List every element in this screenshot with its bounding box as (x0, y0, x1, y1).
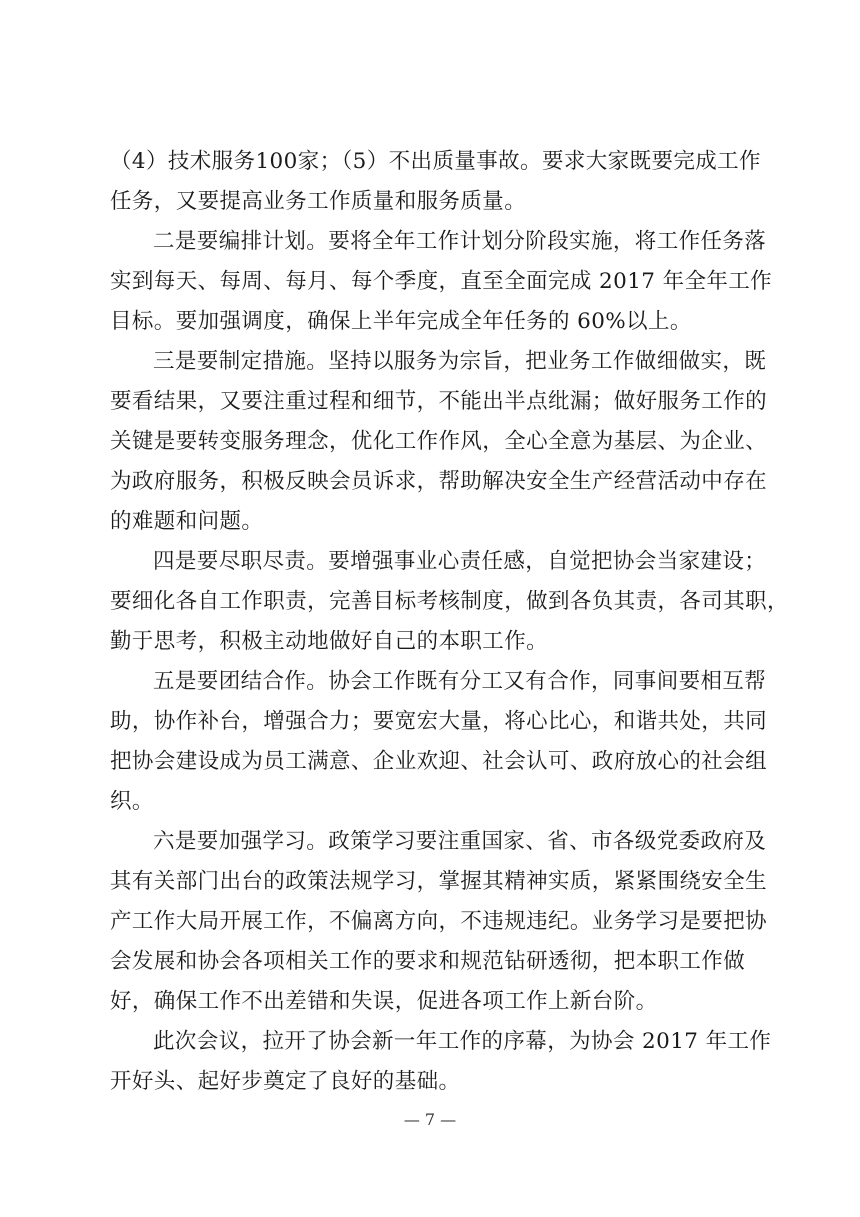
page-number: — 7 — (403, 1110, 457, 1129)
text-line: 勤于思考，积极主动地做好自己的本职工作。 (110, 629, 549, 654)
text-line: 要细化各自工作职责，完善目标考核制度，做到各负其责，各司其职， (110, 589, 789, 614)
text-line: 把协会建设成为员工满意、企业欢迎、社会认可、政府放心的社会组 (110, 749, 768, 774)
text-line: 织。 (110, 789, 154, 814)
paragraph-start-line: 五是要团结合作。协会工作既有分工又有合作，同事间要相互帮 (153, 669, 767, 694)
text-line: 开好头、起好步奠定了良好的基础。 (110, 1069, 461, 1094)
text-line: 为政府服务，积极反映会员诉求，帮助解决安全生产经营活动中存在 (110, 469, 768, 494)
text-line: 的难题和问题。 (110, 509, 264, 534)
text-line: 其有关部门出台的政策法规学习，掌握其精神实质，紧紧围绕安全生 (110, 869, 768, 894)
body-text (110, 142, 789, 1102)
text-line: 好，确保工作不出差错和失误，促进各项工作上新台阶。 (110, 989, 658, 1014)
paragraph-start-line: 六是要加强学习。政策学习要注重国家、省、市各级党委政府及 (153, 829, 767, 854)
text-line: 任务，又要提高业务工作质量和服务质量。 (110, 189, 527, 214)
text-line: 实到每天、每周、每月、每个季度，直至全面完成 2017 年全年工作 (110, 269, 773, 294)
paragraph-start-line: 四是要尽职尽责。要增强事业心责任感，自觉把协会当家建设； (153, 549, 767, 574)
paragraph-start-line: 此次会议，拉开了协会新一年工作的序幕，为协会 2017 年工作 (153, 1029, 772, 1054)
paragraph-start-line: 三是要制定措施。坚持以服务为宗旨，把业务工作做细做实，既 (153, 349, 767, 374)
paragraph-start-line: 二是要编排计划。要将全年工作计划分阶段实施，将工作任务落 (153, 229, 767, 254)
text-line: 目标。要加强调度，确保上半年完成全年任务的 60%以上。 (110, 309, 692, 334)
text-line: 会发展和协会各项相关工作的要求和规范钻研透彻，把本职工作做 (110, 949, 746, 974)
text-line: 关键是要转变服务理念，优化工作作风，全心全意为基层、为企业、 (110, 429, 768, 454)
text-line: 要看结果，又要注重过程和细节，不能出半点纰漏；做好服务工作的 (110, 389, 768, 414)
text-line: 产工作大局开展工作，不偏离方向，不违规违纪。业务学习是要把协 (110, 909, 768, 934)
text-line: （4）技术服务100家；（5）不出质量事故。要求大家既要完成工作 (110, 149, 761, 174)
text-line: 助，协作补台，增强合力；要宽宏大量，将心比心，和谐共处，共同 (110, 709, 768, 734)
